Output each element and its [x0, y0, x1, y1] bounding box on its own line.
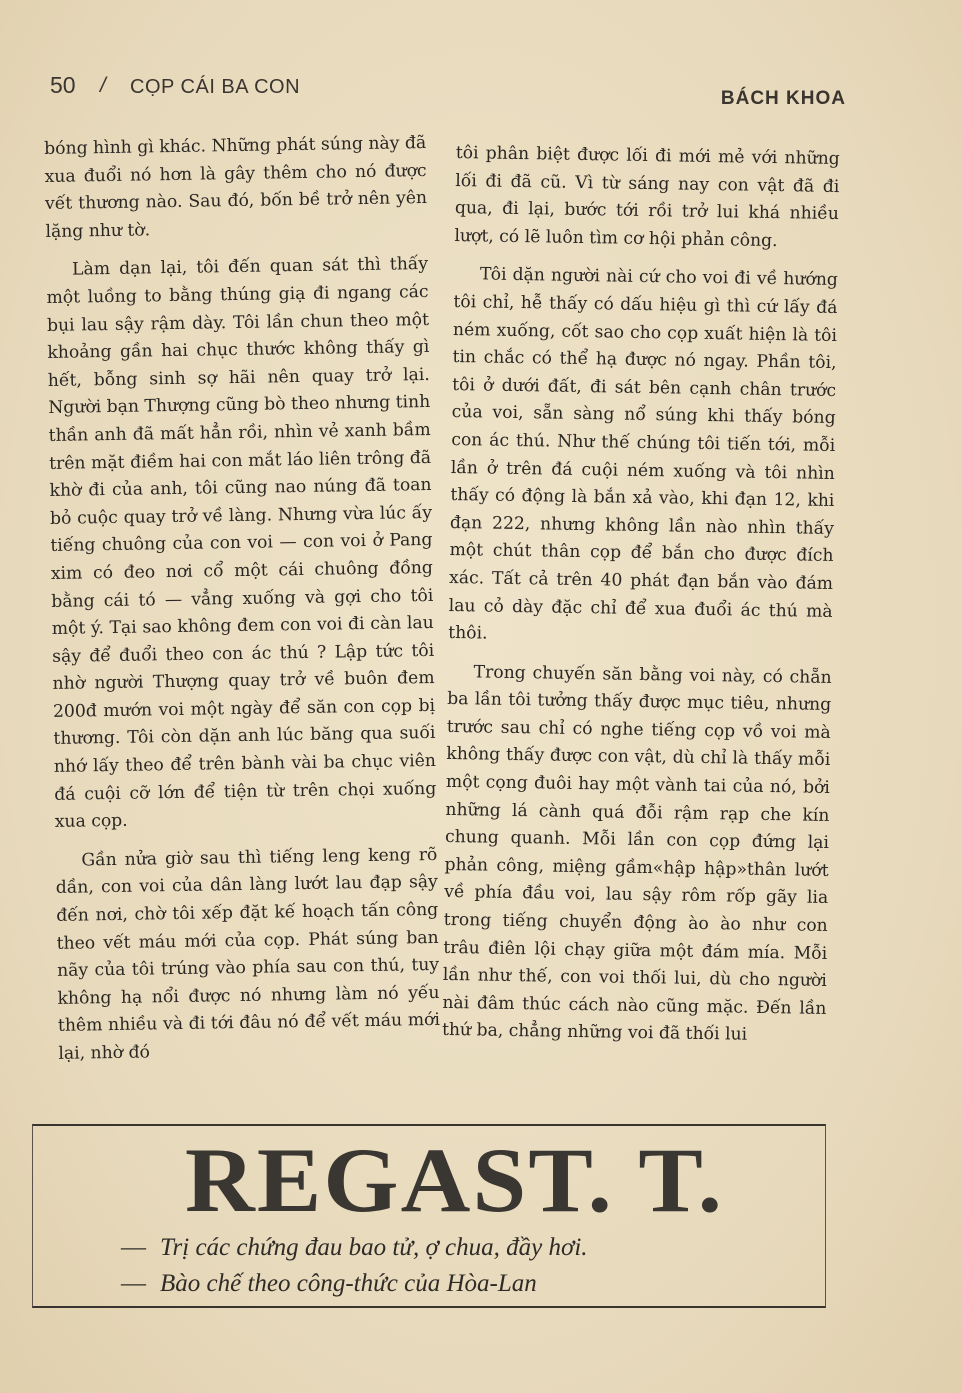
ad-dash: — [121, 1234, 146, 1261]
paragraph: Gần nửa giờ sau thì tiếng leng keng rõ dần, con voi của dân làng lướt lau đạp sậy đến nơi, chờ tôi xếp đặt kế hoạch tấn công theo vết máu mới của cọp. Phát súng ban nãy của tôi trúng vào phía sau con thú, tuy không hạ nổi được nó nhưng làm nó yếu thêm nhiều và đi tới đâu nó để vết máu mới lại, nhờ đó [55, 844, 441, 1064]
paragraph: Làm dạn lại, tôi đến quan sát thì thấy một luồng to bằng thúng giạ đi ngang các bụi lau sậy rậm dày. Tôi lần chun theo một khoảng gần hai chục thước không thấy gì hết, bỗng sinh sợ hãi nên quay trở lại. Người bạn Thượng cũng bò theo nhưng tinh thần anh đã mất hẳn rồi, nhìn vẻ xanh bầm trên mặt điềm hai con mắt láo liên trông đã khờ đi của anh, tôi cũng nao núng đã toan bỏ cuộc quay trở về làng. Nhưng vừa lúc ấy tiếng chuông của con voi — con voi ở Pang xim có đeo nơi cổ một cái chuông đồng bằng cái tó — vẳng xuống và gợi cho tôi một ý. Tại sao không đem con voi đi càn lau sậy để đuổi theo con ác thú ? Lập tức tôi nhờ người Thượng quay trở về buôn đem 200đ mướn voi một ngày để săn con cọp bị thương. Tôi còn dặn anh lúc băng qua suối nhớ lấy theo để trên bành vài ba chục viên đá cuội cỡ lớn để tiện từ trên chọi xuống xua cọp. [46, 254, 437, 833]
advertisement-box [32, 1124, 826, 1308]
ad-tagline-1-text: Trị các chứng đau bao tử, ợ chua, đầy hơi. [160, 1234, 588, 1261]
ad-brand-name: REGAST. T. [185, 1129, 725, 1231]
paragraph: Trong chuyến săn bằng voi này, có chẵn ba lần tôi tưởng thấy được mục tiêu, nhưng trước sau chỉ có nghe tiếng cọp vồ voi mà không thấy được con vật, dù chỉ là thấy mỗi một cọng đuôi hay một vành tai của nó, bởi những lá cành quá đỗi rậm rạp che kín chung quanh. Mỗi lần con cọp đứng lại phản công, miệng gầm«hập hập»thân lướt về phía đầu voi, lau sậy rôm rốp gãy lia trong tiếng chuyển động ào ào như con trâu điên lội chạy giữa một đám mía. Mỗi lần như thế, con voi thối lui, dù cho người nài đâm thúc cách nào cũng mặc. Đến lần thứ ba, chẳng những voi đã thối lui [441, 662, 832, 1046]
magazine-name: BÁCH KHOA [720, 88, 846, 109]
paragraph: bóng hình gì khác. Những phát súng này đã xua đuổi nó hơn là gây thêm cho nó được vết thương nào. Sau đó, bốn bề trở nên yên lặng như tờ. [44, 132, 428, 242]
left-column [44, 130, 441, 1068]
page-number: 50 [50, 72, 76, 98]
header-separator: / [100, 74, 106, 97]
right-column [442, 140, 840, 1051]
ad-tagline-2 [121, 1270, 537, 1298]
ad-tagline-2-text: Bào chế theo công-thức của Hòa-Lan [160, 1270, 537, 1297]
ad-tagline-1 [121, 1234, 588, 1262]
ad-dash: — [121, 1270, 146, 1297]
paragraph: tôi phân biệt được lối đi mới mẻ với những lối đi đã cũ. Vì từ sáng nay con vật đã đi qua, đi lại, bước tới rồi trở lui khá nhiều lượt, có lẽ luôn tìm cơ hội phản công. [454, 142, 840, 251]
running-title: CỌP CÁI BA CON [130, 76, 301, 98]
page-header [46, 72, 846, 108]
paragraph: Tôi dặn người nài cứ cho voi đi về hướng tôi chỉ, hễ thấy có dấu hiệu gì thì cứ lấy đá ném xuống, cốt sao cho cọp xuất hiện là tôi tin chắc có thể hạ được nó ngay. Phần tôi, tôi ở dưới đất, đi sát bên cạnh chân trước của voi, sẵn sàng nổ súng khi thấy bóng con ác thú. Như thế chúng tôi tiến tới, mỗi lần ở trên đá cuội ném xuống và tôi nhìn thấy có động là bắn xả vào, khi đạn 12, khi đạn 222, nhưng không lần nào nhìn thấy một chút thân cọp để bắn cho được đích xác. Tất cả trên 40 phát đạn bắn vào đám lau cỏ dày đặc chỉ để xua đuổi ác thú mà thôi. [448, 264, 838, 644]
